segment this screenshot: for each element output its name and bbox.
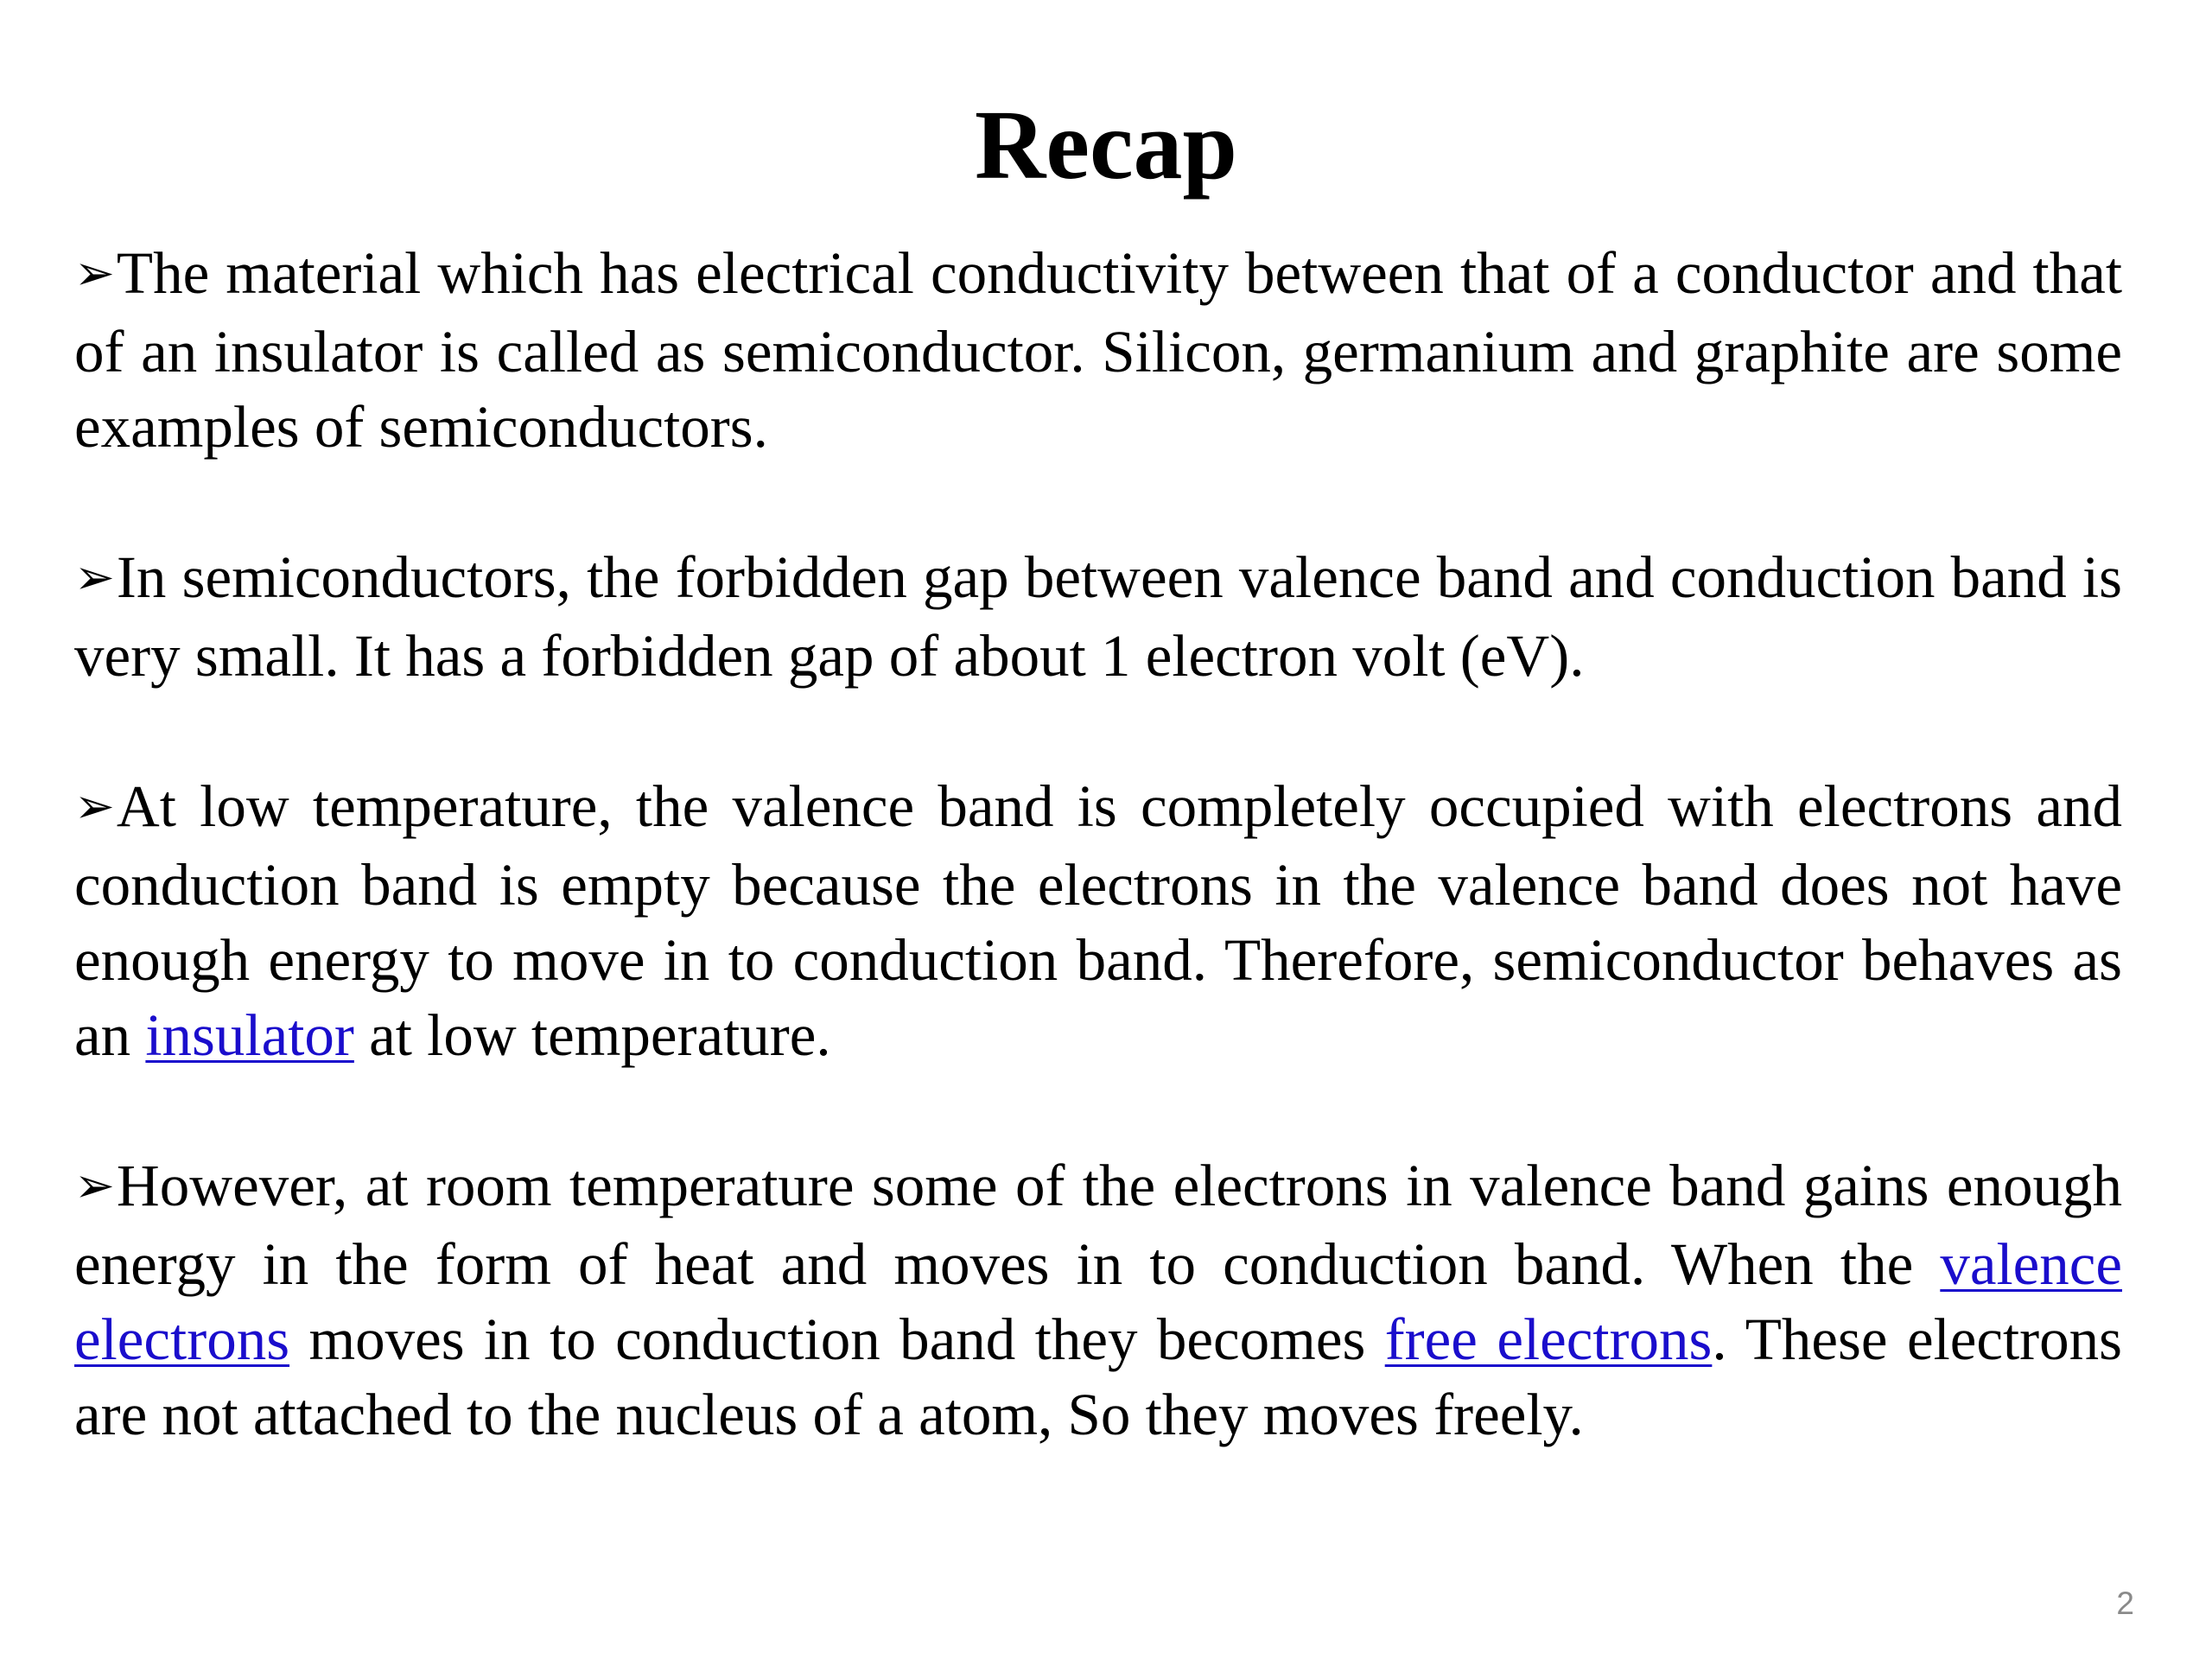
paragraph-forbidden-gap — [74, 540, 2122, 694]
paragraph-text: In semiconductors, the forbidden gap between valence band and conduction band is very small. It has a forbidden gap of about 1 electron volt (eV). — [74, 544, 2122, 689]
paragraph-room-temperature — [74, 1148, 2122, 1452]
slide-content — [74, 236, 2122, 1528]
paragraph-text: moves in to conduction band they becomes — [289, 1306, 1385, 1372]
arrowhead-bullet-icon: ➢ — [74, 1158, 115, 1214]
arrowhead-bullet-icon: ➢ — [74, 550, 115, 606]
paragraph-text: However, at room temperature some of the electrons in valence band gains enough energy in the form of heat and moves in to conduction band. When the — [74, 1153, 2122, 1297]
arrowhead-bullet-icon: ➢ — [74, 245, 115, 302]
paragraph-semiconductor-definition — [74, 236, 2122, 465]
paragraph-text: The material which has electrical conductivity between that of a conductor and that of an insulator is called as semiconductor. Silicon, germanium and graphite are some examples of semiconductors. — [74, 240, 2122, 460]
paragraph-low-temperature — [74, 769, 2122, 1073]
paragraph-text: At low temperature, the valence band is completely occupied with electrons and conduction band is empty because the electrons in the valence band does not have enough energy to move in to conduction band. Therefore, semiconductor behaves as an — [74, 773, 2122, 1068]
slide-title: Recap — [975, 90, 1237, 200]
arrowhead-bullet-icon: ➢ — [74, 779, 115, 835]
insulator-link[interactable]: insulator — [145, 1002, 354, 1068]
paragraph-text: . These electrons are not attached to the nucleus of a atom, So they moves freely. — [74, 1306, 2122, 1447]
valence-electrons-link[interactable]: valence electrons — [74, 1231, 2122, 1372]
paragraph-text: at low temperature. — [353, 1002, 831, 1068]
free-electrons-link[interactable]: free electrons — [1384, 1306, 1713, 1372]
page-number: 2 — [2116, 1586, 2134, 1621]
